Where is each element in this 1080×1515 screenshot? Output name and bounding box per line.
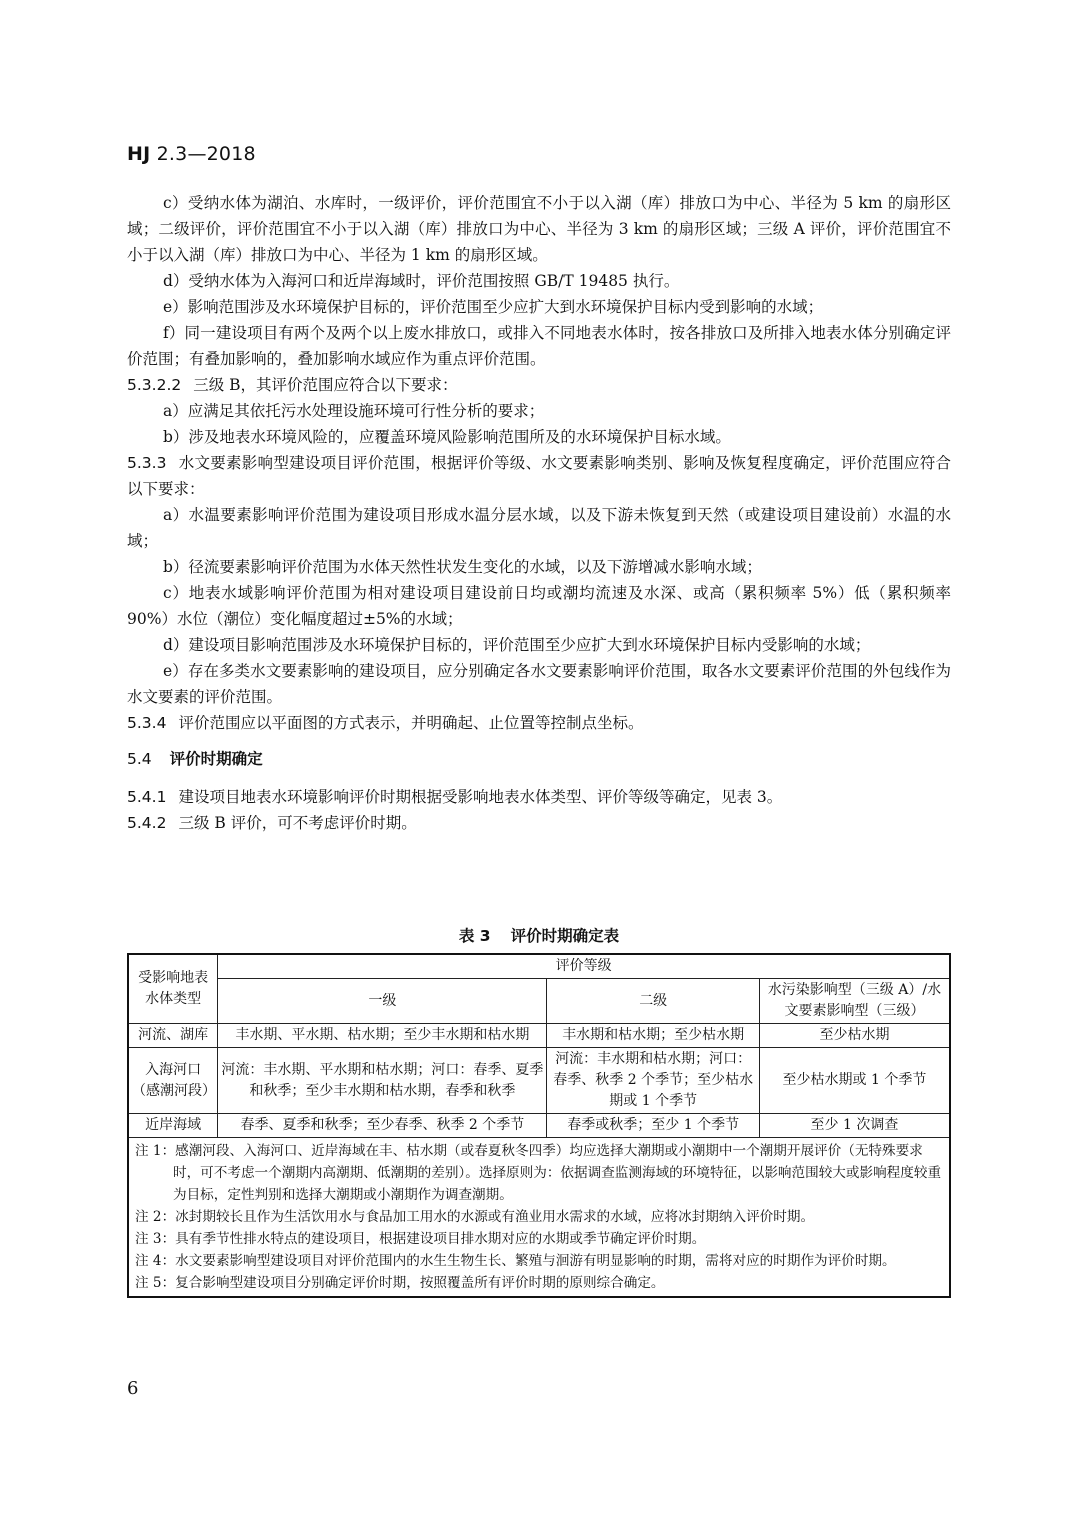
- standard-code: HJ: [127, 143, 151, 165]
- paragraph-c-lake: c）受纳水体为湖泊、水库时，一级评价，评价范围宜不小于以入湖（库）排放口为中心、半径为 5 km 的扇形区域；二级评价，评价范围宜不小于以入湖（库）排放口为中心、半径为 3 km 的扇形区域；三级 A 评价，评价范围宜不小于以入湖（库）排放口为中心、半径为 1 km 的扇形区域。: [127, 194, 951, 264]
- section-number: 5.4: [127, 750, 152, 768]
- clause-5-3-3-a: a）水温要素影响评价范围为建设项目形成水温分层水域，以及下游未恢复到天然（或建设项目建设前）水温的水域；: [127, 506, 951, 550]
- table-note: 注 1：感潮河段、入海河口、近岸海域在丰、枯水期（或春夏秋冬四季）均应选择大潮期或小潮期中一个潮期开展评价（无特殊要求时，可不考虑一个潮期内高潮期、低潮期的差别）。选择原则为：依据调查监测海域的环境特征，以影响范围较大或影响程度较重为目标，定性判别和选择大潮期或小潮期作为调查潮期。: [135, 1143, 942, 1203]
- clause-text: 三级 B 评价，可不考虑评价时期。: [178, 814, 417, 832]
- standard-number: 2.3—2018: [156, 143, 256, 165]
- body-text: [127, 190, 951, 836]
- section-title: 评价时期确定: [169, 750, 263, 768]
- table-title: 评价时期确定表: [510, 927, 620, 945]
- row-water-type: 入海河口（感潮河段）: [128, 1048, 218, 1114]
- row-level-2: 河流：丰水期和枯水期；河口：春季、秋季 2 个季节；至少枯水期或 1 个季节: [547, 1048, 759, 1114]
- clause-number: 5.4.1: [127, 788, 167, 806]
- clause-text: 水文要素影响型建设项目评价范围，根据评价等级、水文要素影响类别、影响及恢复程度确定，评价范围应符合以下要求：: [127, 454, 951, 498]
- table-header-row: [128, 954, 950, 979]
- table-row: [128, 1114, 950, 1138]
- table-notes: [128, 1138, 950, 1298]
- header-level-1: 一级: [218, 979, 547, 1024]
- table-note: 注 5：复合影响型建设项目分别确定评价时期，按照覆盖所有评价时期的原则综合确定。: [135, 1275, 665, 1291]
- clause-5-3-3-c: c）地表水域影响评价范围为相对建设项目建设前日均或潮均流速及水深、或高（累积频率 5%）低（累积频率 90%）水位（潮位）变化幅度超过±5%的水域；: [127, 584, 951, 628]
- header-level-3: 水污染影响型（三级 A）/水文要素影响型（三级）: [759, 979, 950, 1024]
- table-subheader-row: [128, 979, 950, 1024]
- row-level-2: 春季或秋季；至少 1 个季节: [547, 1114, 759, 1138]
- clause-text: 三级 B，其评价范围应符合以下要求：: [193, 376, 458, 394]
- row-level-3: 至少枯水期: [759, 1024, 950, 1048]
- clause-5-3-3-e: e）存在多类水文要素影响的建设项目，应分别确定各水文要素影响评价范围，取各水文要素评价范围的外包线作为水文要素的评价范围。: [127, 662, 951, 706]
- clause-5-3-3-b: b）径流要素影响评价范围为水体天然性状发生变化的水域，以及下游增减水影响水域；: [163, 558, 762, 576]
- clause-number: 5.4.2: [127, 814, 167, 832]
- table-caption: [127, 924, 951, 946]
- row-level-1: 春季、夏季和秋季；至少春季、秋季 2 个季节: [218, 1114, 547, 1138]
- clause-5-3-4: [127, 710, 951, 736]
- table-note: 注 2：冰封期较长且作为生活饮用水与食品加工用水的水源或有渔业用水需求的水域，应将冰封期纳入评价时期。: [135, 1209, 815, 1225]
- header-grade: 评价等级: [218, 954, 950, 979]
- row-level-1: 丰水期、平水期、枯水期；至少丰水期和枯水期: [218, 1024, 547, 1048]
- clause-number: 5.3.2.2: [127, 376, 182, 394]
- table-number: 表 3: [458, 927, 491, 945]
- clause-5-3-2-2-b: b）涉及地表水环境风险的，应覆盖环境风险影响范围所及的水环境保护目标水域。: [163, 428, 731, 446]
- header-water-type: 受影响地表水体类型: [128, 954, 218, 1024]
- row-level-1: 河流：丰水期、平水期和枯水期；河口：春季、夏季和秋季；至少丰水期和枯水期，春季和秋季: [218, 1048, 547, 1114]
- clause-5-3-3: [127, 450, 951, 502]
- clause-5-4-1: [127, 784, 951, 810]
- row-level-3: 至少枯水期或 1 个季节: [759, 1048, 950, 1114]
- paragraph-f-outlets: f）同一建设项目有两个及两个以上废水排放口，或排入不同地表水体时，按各排放口及所排入地表水体分别确定评价范围；有叠加影响的，叠加影响水域应作为重点评价范围。: [127, 324, 951, 368]
- table-note: 注 3：具有季节性排水特点的建设项目，根据建设项目排水期对应的水期或季节确定评价时期。: [135, 1231, 706, 1247]
- clause-number: 5.3.3: [127, 454, 167, 472]
- table-row: [128, 1024, 950, 1048]
- clause-text: 评价范围应以平面图的方式表示，并明确起、止位置等控制点坐标。: [178, 714, 644, 732]
- header-level-2: 二级: [547, 979, 759, 1024]
- clause-5-4-2: [127, 810, 951, 836]
- section-heading-5-4: [127, 746, 951, 772]
- document-header: [127, 143, 256, 165]
- evaluation-period-table: [127, 953, 951, 1298]
- paragraph-d-estuary: d）受纳水体为入海河口和近岸海域时，评价范围按照 GB/T 19485 执行。: [163, 272, 680, 290]
- clause-5-3-3-d: d）建设项目影响范围涉及水环境保护目标的，评价范围至少应扩大到水环境保护目标内受影响的水域；: [163, 636, 871, 654]
- row-level-2: 丰水期和枯水期；至少枯水期: [547, 1024, 759, 1048]
- clause-5-3-2-2: [127, 372, 951, 398]
- row-level-3: 至少 1 次调查: [759, 1114, 950, 1138]
- paragraph-e-protect: e）影响范围涉及水环境保护目标的，评价范围至少应扩大到水环境保护目标内受到影响的水域；: [163, 298, 824, 316]
- clause-number: 5.3.4: [127, 714, 167, 732]
- clause-5-3-2-2-a: a）应满足其依托污水处理设施环境可行性分析的要求；: [163, 402, 545, 420]
- page-number: 6: [127, 1378, 139, 1399]
- row-water-type: 河流、湖库: [128, 1024, 218, 1048]
- table-notes-row: [128, 1138, 950, 1298]
- clause-text: 建设项目地表水环境影响评价时期根据受影响地表水体类型、评价等级等确定，见表 3。: [178, 788, 783, 806]
- table-note: 注 4：水文要素影响型建设项目对评价范围内的水生生物生长、繁殖与洄游有明显影响的时期，需将对应的时期作为评价时期。: [135, 1253, 896, 1269]
- row-water-type: 近岸海域: [128, 1114, 218, 1138]
- table-row: [128, 1048, 950, 1114]
